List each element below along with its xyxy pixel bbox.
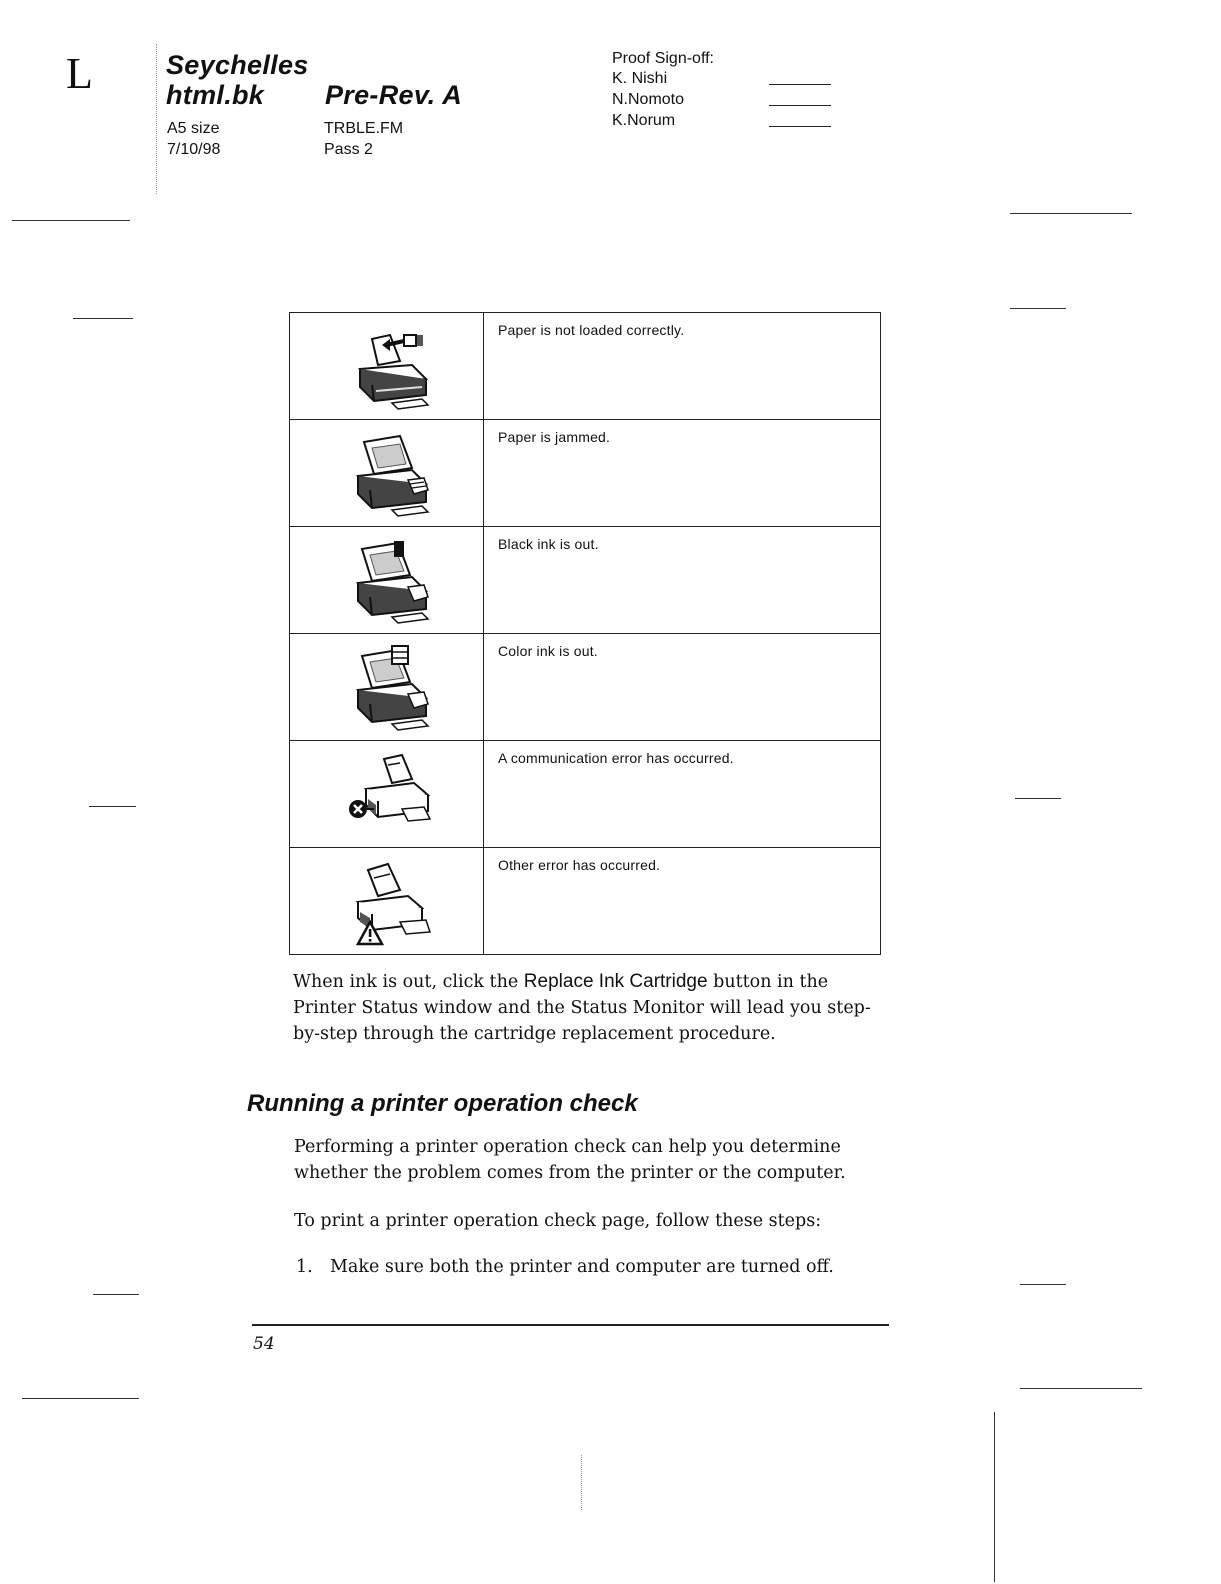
signoff-line [769, 84, 831, 85]
page-number: 54 [253, 1334, 275, 1354]
crop-mark-vertical [994, 1412, 995, 1582]
printer-color-ink-out-icon [342, 642, 432, 732]
replace-ink-cartridge-button-name: Replace Ink Cartridge [523, 971, 708, 992]
pass-label: Pass 2 [324, 141, 373, 158]
crop-mark [1020, 1284, 1066, 1285]
date: 7/10/98 [167, 141, 221, 158]
proof-signoff-title: Proof Sign-off: [612, 50, 714, 67]
crop-mark [1015, 798, 1061, 799]
file-name: html.bk [166, 80, 265, 110]
printer-other-error-icon [342, 856, 432, 946]
printer-status-table [289, 312, 881, 955]
center-dotted-mark [581, 1455, 582, 1510]
table-row [290, 741, 881, 848]
revision: Pre-Rev. A [325, 80, 463, 110]
table-row [290, 848, 881, 955]
step-number: 1. [296, 1257, 313, 1277]
crop-mark [1010, 308, 1066, 309]
signoff-name: K. Nishi [612, 70, 668, 87]
header-dotted-rule [156, 44, 157, 194]
corner-letter: L [66, 49, 93, 98]
signoff-line [769, 105, 831, 106]
crop-mark [22, 1398, 139, 1399]
printer-black-ink-out-icon [342, 535, 432, 625]
status-message: Other error has occurred. [484, 848, 881, 955]
ink-paragraph-before: When ink is out, click the [293, 972, 519, 992]
footer-rule [252, 1324, 889, 1326]
crop-mark [89, 806, 136, 807]
section-paragraph: Performing a printer operation check can help you determine whether the problem comes from the printer or the computer. [294, 1137, 846, 1183]
book-name: Seychelles [166, 50, 309, 80]
chapter-file: TRBLE.FM [324, 120, 404, 137]
table-row [290, 527, 881, 634]
status-message: Black ink is out. [484, 527, 881, 634]
crop-mark [93, 1294, 139, 1295]
status-message: Color ink is out. [484, 634, 881, 741]
crop-mark [1010, 213, 1132, 214]
signoff-line [769, 126, 831, 127]
printer-communication-error-icon [342, 749, 432, 839]
signoff-name: K.Norum [612, 112, 676, 129]
crop-mark [1020, 1388, 1142, 1389]
status-message: Paper is jammed. [484, 420, 881, 527]
step-text: Make sure both the printer and computer are turned off. [330, 1257, 834, 1277]
printer-paper-load-icon [342, 321, 432, 411]
ink-out-paragraph [293, 969, 893, 1047]
crop-mark [12, 220, 130, 221]
signoff-name: N.Nomoto [612, 91, 685, 108]
section-heading: Running a printer operation check [247, 1090, 638, 1117]
crop-mark [73, 318, 133, 319]
status-message: A communication error has occurred. [484, 741, 881, 848]
paper-size: A5 size [167, 120, 220, 137]
ink-paragraph-after: button in the Printer Status window and the Status Monitor will lead you step-by-step through the cartridge replacement procedure. [293, 972, 871, 1044]
table-row [290, 313, 881, 420]
table-row [290, 634, 881, 741]
table-row [290, 420, 881, 527]
status-message: Paper is not loaded correctly. [484, 313, 881, 420]
section-paragraph: To print a printer operation check page, follow these steps: [294, 1211, 822, 1231]
printer-paper-jam-icon [342, 428, 432, 518]
